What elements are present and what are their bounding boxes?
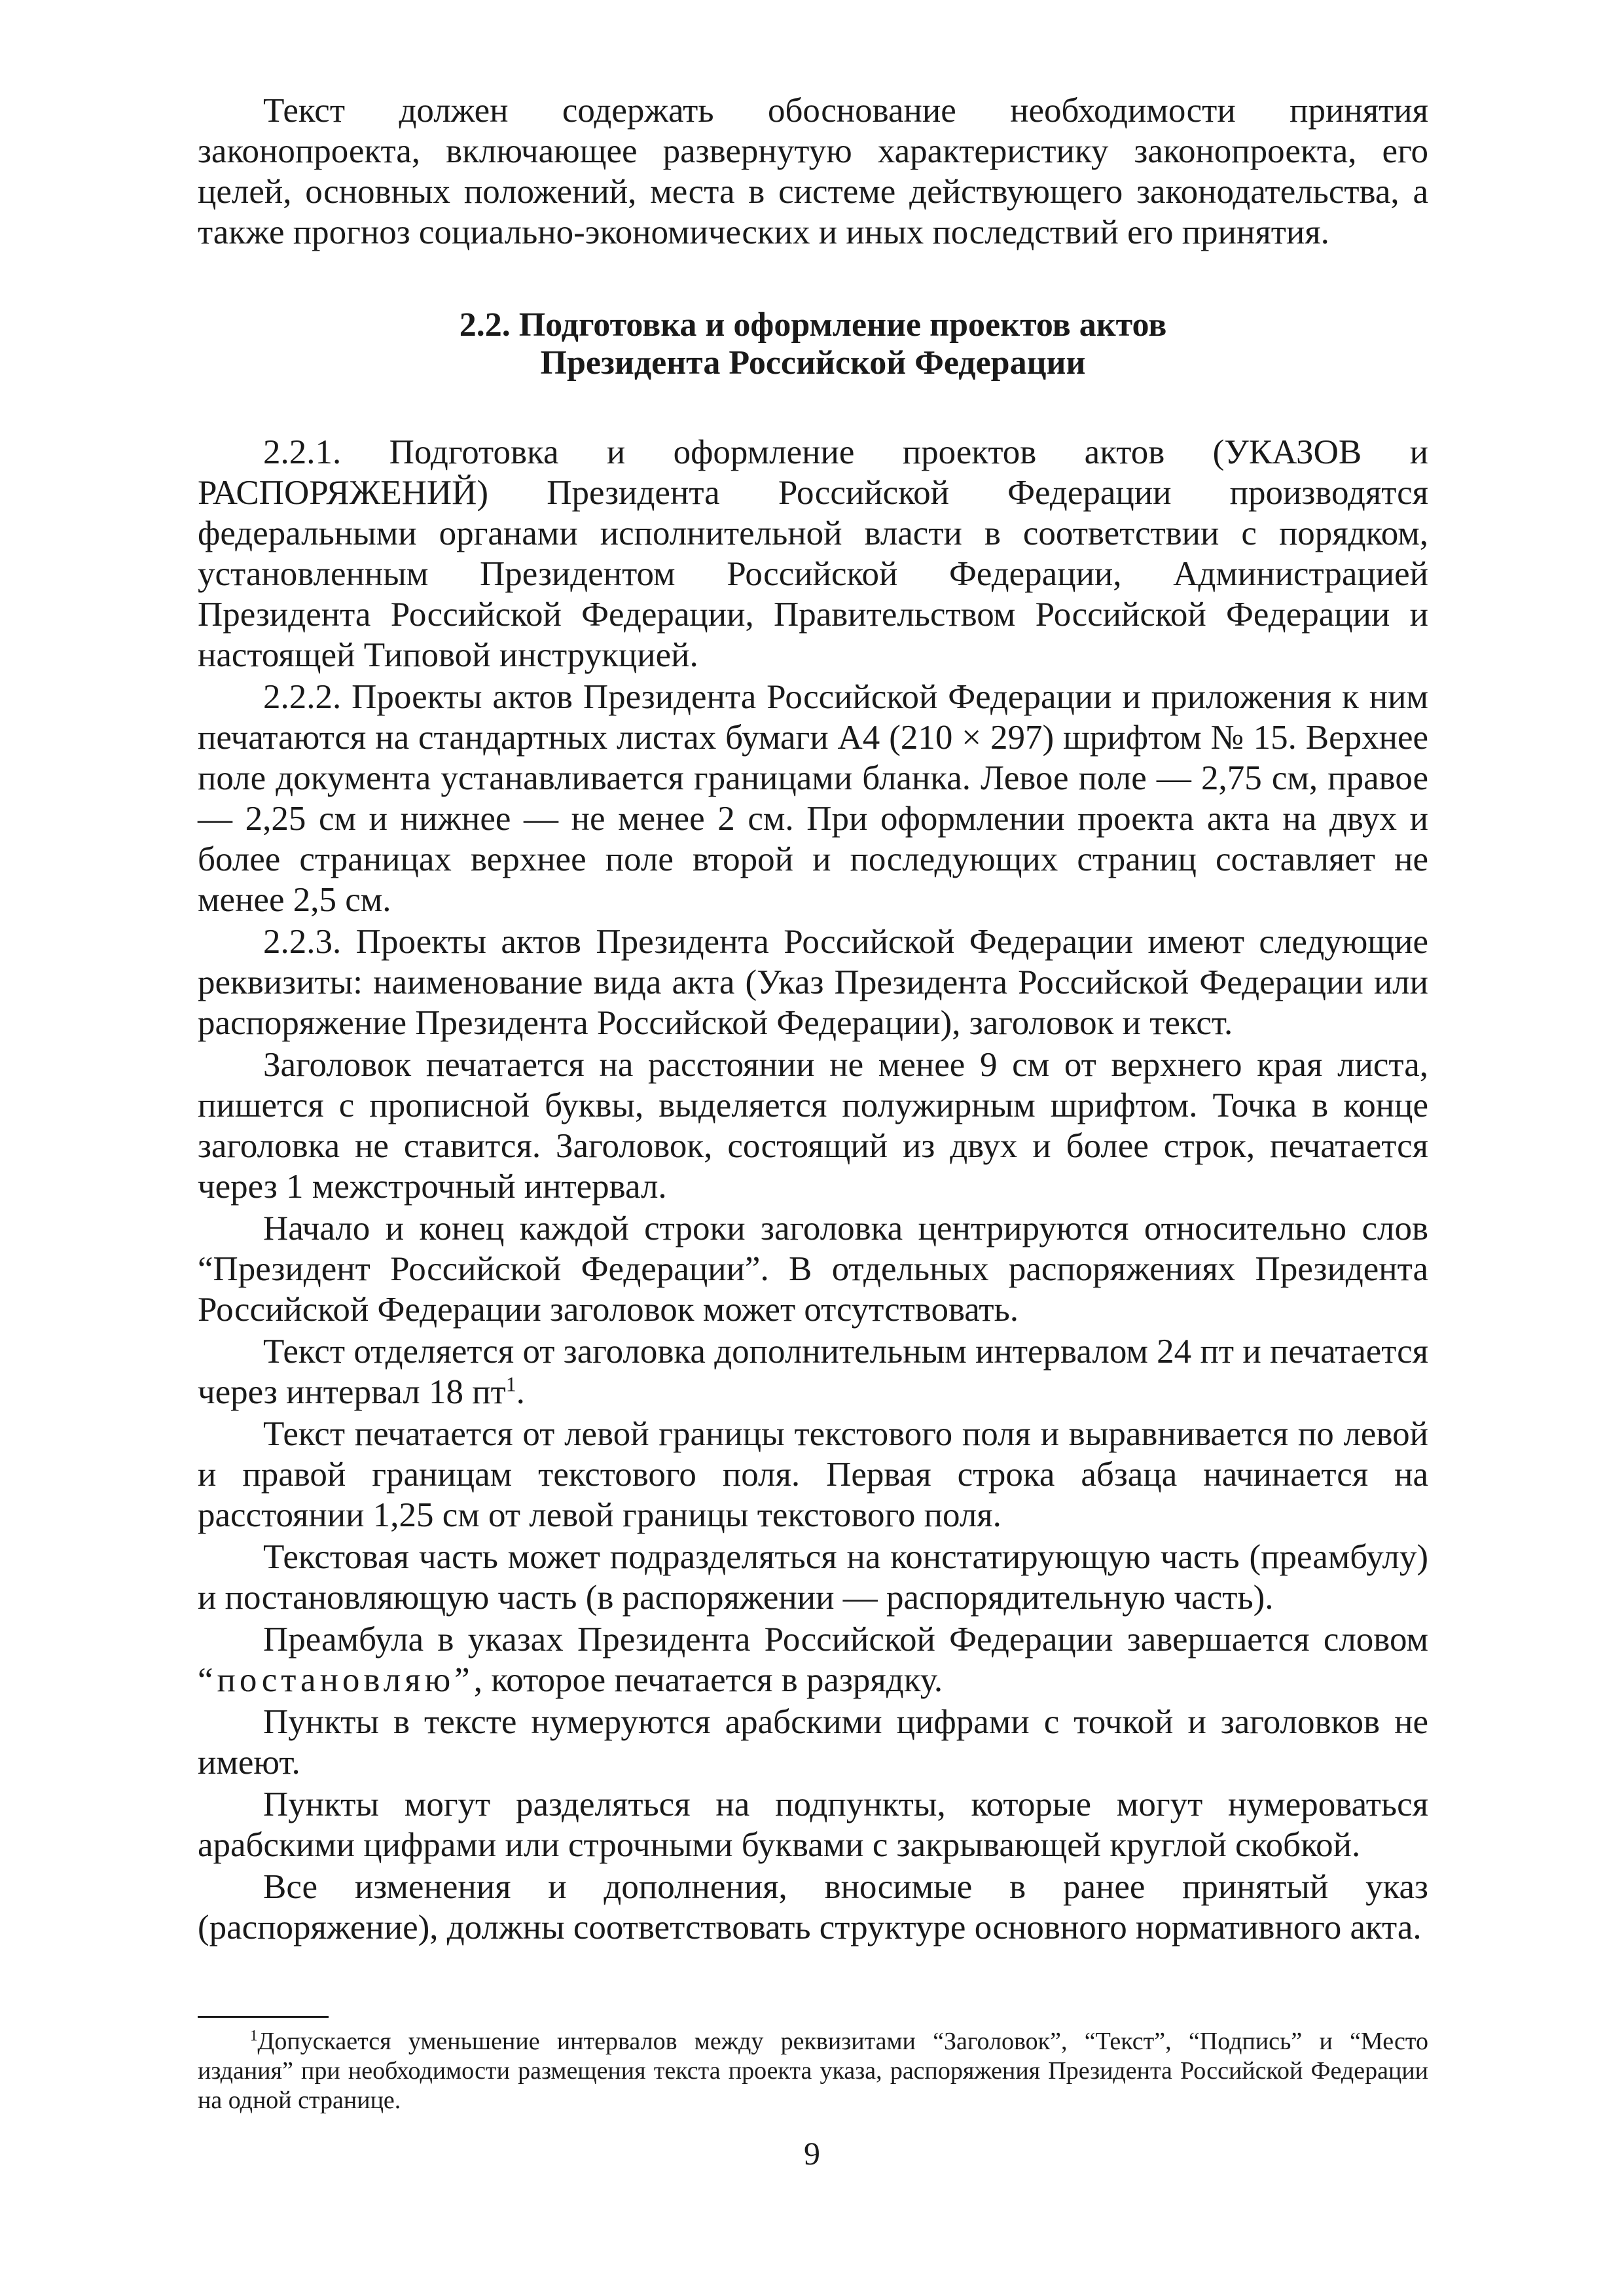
footnote xyxy=(198,2027,1428,2115)
paragraph-2-2-3: 2.2.3. Проекты актов Президента Российской Федерации имеют следующие реквизиты: наименование вида акта (Указ Президента Российской Федерации или распоряжение Президента Российской Федерации), заголовок и текст. xyxy=(198,923,1428,1042)
page-content xyxy=(198,90,1428,1948)
paragraph-text-alignment: Текст печатается от левой границы текстового поля и выравнивается по левой и правой границам текстового поля. Первая строка абзаца начинается на расстоянии 1,25 см от левой границы текстового поля. xyxy=(198,1415,1428,1534)
section-title-line-1: 2.2. Подготовка и оформление проектов актов xyxy=(459,306,1167,344)
footnote-text: Допускается уменьшение интервалов между реквизитами “Заголовок”, “Текст”, “Подпись” и “Место издания” при необходимости размещения текста проекта указа, распоряжения Президента Российской Федерации на одной странице. xyxy=(198,2028,1428,2114)
paragraph-preamble xyxy=(198,1619,1428,1700)
preamble-spaced-word: “постановляю” xyxy=(198,1661,474,1699)
paragraph-points-numbering: Пункты в тексте нумеруются арабскими цифрами с точкой и заголовков не имеют. xyxy=(198,1703,1428,1782)
footnote-mark: 1 xyxy=(250,2027,258,2044)
intro-paragraph: Текст должен содержать обоснование необходимости принятия законопроекта, включающее развернутую характеристику законопроекта, его целей, основных положений, места в системе действующего законодательства, а также прогноз социально-экономических и иных последствий его принятия. xyxy=(198,92,1428,251)
footnote-divider xyxy=(198,2016,329,2018)
preamble-start: Преамбула в указах Президента Российской Федерации завершается словом xyxy=(263,1621,1428,1659)
text-spacing-main: Текст отделяется от заголовка дополнительным интервалом 24 пт и печатается через интервал 18 пт xyxy=(198,1333,1428,1411)
paragraph-amendments: Все изменения и дополнения, вносимые в ранее принятый указ (распоряжение), должны соответствовать структуре основного нормативного акта. xyxy=(198,1868,1428,1946)
footnote-reference: 1 xyxy=(505,1372,516,1396)
preamble-end: , которое печатается в разрядку. xyxy=(473,1661,943,1699)
paragraph-subpoints: Пункты могут разделяться на подпункты, которые могут нумероваться арабскими цифрами или строчными буквами с закрывающей круглой скобкой. xyxy=(198,1785,1428,1864)
paragraph-2-2-1: 2.2.1. Подготовка и оформление проектов актов (УКАЗОВ и РАСПОРЯЖЕНИЙ) Президента Российской Федерации производятся федеральными органами исполнительной власти в соответствии с порядком, установленным Президентом Российской Федерации, Администрацией Президента Российской Федерации, Правительством Российской Федерации и настоящей Типовой инструкцией. xyxy=(198,433,1428,674)
section-title-line-2: Президента Российской Федерации xyxy=(540,344,1086,382)
paragraph-2-2-2: 2.2.2. Проекты актов Президента Российской Федерации и приложения к ним печатаются на стандартных листах бумаги А4 (210 × 297) шрифтом № 15. Верхнее поле документа устанавливается границами бланка. Левое поле — 2,75 см, правое — 2,25 см и нижнее — не менее 2 см. При оформлении проекта акта на двух и более страницах верхнее поле второй и последующих страниц составляет не менее 2,5 см. xyxy=(198,678,1428,919)
section-title xyxy=(198,306,1428,382)
page-number: 9 xyxy=(804,2135,820,2172)
paragraph-text-spacing xyxy=(198,1331,1428,1412)
paragraph-text-parts: Текстовая часть может подразделяться на констатирующую часть (преамбулу) и постановляющую часть (в распоряжении — распорядительную часть). xyxy=(198,1538,1428,1617)
paragraph-heading-centering: Начало и конец каждой строки заголовка центрируются относительно слов “Президент Российской Федерации”. В отдельных распоряжениях Президента Российской Федерации заголовок может отсутствовать. xyxy=(198,1210,1428,1329)
text-spacing-end: . xyxy=(516,1373,525,1411)
paragraph-heading-position: Заголовок печатается на расстоянии не менее 9 см от верхнего края листа, пишется с прописной буквы, выделяется полужирным шрифтом. Точка в конце заголовка не ставится. Заголовок, состоящий из двух и более строк, печатается через 1 межстрочный интервал. xyxy=(198,1046,1428,1206)
